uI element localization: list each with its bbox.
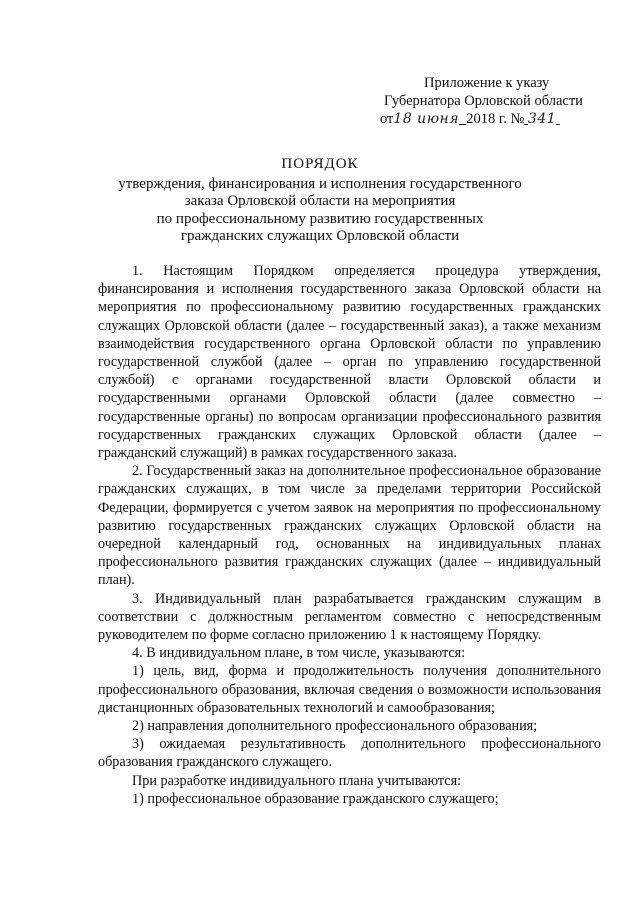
list-item-4-3: 3) ожидаемая результативность дополнительного профессионального образования гражданского служащего.: [98, 736, 601, 771]
document-body: [98, 262, 601, 808]
title-line-3: по профессиональному развитию государственных: [156, 210, 484, 227]
handwritten-date: 18 июня: [393, 111, 460, 127]
appendix-line-3: [380, 110, 600, 128]
appendix-date-field: [393, 111, 466, 127]
list-item-4-1: 1) цель, вид, форма и продолжительность получения дополнительного профессионального образования, включая сведения о возможности использования дистанционных образовательных технологий и самообразования;: [98, 663, 601, 716]
list-item-4-2: 2) направления дополнительного профессионального образования;: [132, 718, 538, 735]
title-heading: ПОРЯДОК: [281, 156, 359, 172]
appendix-line-2: Губернатора Орловской области: [384, 93, 583, 109]
title-line-4: гражданских служащих Орловской области: [180, 228, 460, 244]
list-item-consider-1: 1) профессиональное образование гражданского служащего;: [132, 790, 499, 807]
paragraph-considerations: При разработке индивидуального плана учитываются:: [132, 772, 462, 789]
paragraph-4: 4. В индивидуальном плане, в том числе, указываются:: [132, 645, 466, 662]
appendix-header: [380, 74, 600, 128]
handwritten-number: 341: [527, 111, 557, 127]
appendix-number-field: [524, 111, 559, 127]
paragraph-1: 1. Настоящим Порядком определяется процедура утверждения, финансирования и исполнения государственного заказа Орловской области на мероприятия по профессиональному развитию государственных гражданских служащих Орловской области (далее – государственный заказ), а также механизм взаимодействия государственного органа Орловской области по управлению государственной службой (далее – орган по управлению государственной службой) с органами государственной власти Орловской области и государственными органами Орловской области (далее совместно – государственные органы) по вопросам организации профессионального развития государственных гражданских служащих Орловской области (далее – гражданский служащий) в рамках государственного заказа.: [98, 263, 601, 462]
appendix-line-1: Приложение к указу: [424, 75, 550, 91]
paragraph-2: 2. Государственный заказ на дополнительное профессиональное образование гражданских служащих, в том числе за пределами территории Российской Федерации, формируется с учетом заявок на мероприятия по профессиональному развитию государственных гражданских служащих Орловской области на очередной календарный год, основанных на индивидуальных планах профессионального развития гражданских служащих (далее – индивидуальный план).: [98, 463, 601, 589]
paragraph-3: 3. Индивидуальный план разрабатывается гражданским служащим в соответствии с должностным регламентом совместно с непосредственным руководителем по форме согласно приложению 1 к настоящему Порядку.: [98, 590, 601, 644]
appendix-date-prefix: от: [380, 111, 394, 127]
title-line-2: заказа Орловской области на мероприятия: [184, 193, 456, 209]
document-title: [0, 156, 640, 246]
title-line-1: утверждения, финансирования и исполнения государственного: [118, 175, 522, 192]
appendix-year-number: 2018 г. №: [466, 111, 525, 127]
